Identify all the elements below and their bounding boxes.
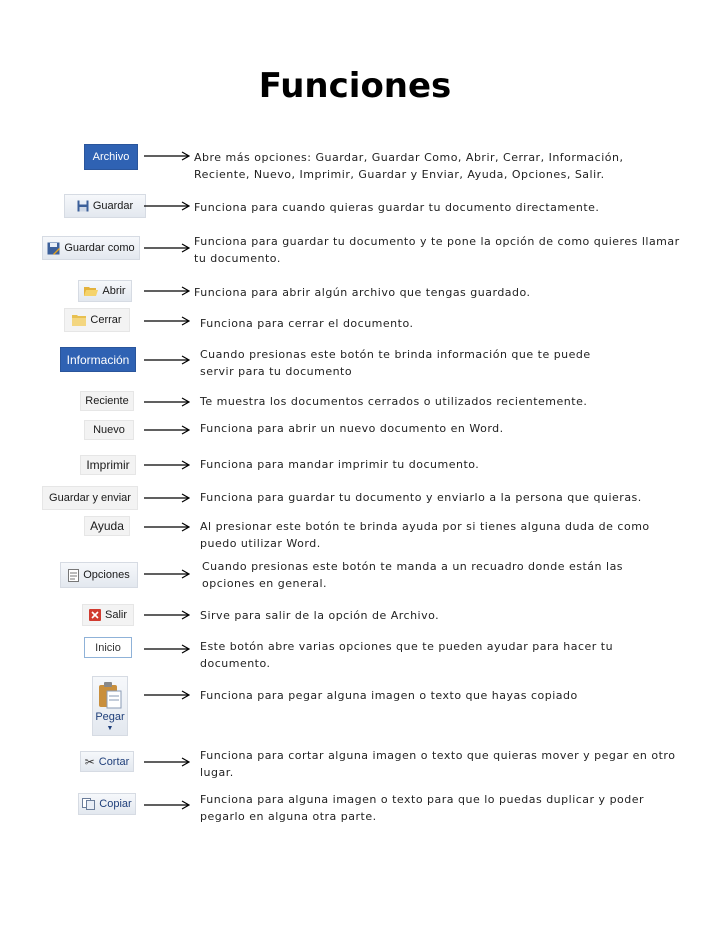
- arrow-icon: [144, 286, 190, 296]
- save-as-icon: [47, 242, 60, 255]
- archivo-button[interactable]: [84, 144, 138, 170]
- cortar-description: Funciona para cortar alguna imagen o texto que quieras mover y pegar en otro lugar.: [200, 749, 676, 779]
- inicio-tab[interactable]: [84, 637, 132, 658]
- opciones-description: Cuando presionas este botón te manda a un recuadro donde están las opciones en general.: [202, 560, 624, 590]
- salir-button[interactable]: [82, 604, 134, 626]
- informacion-label: Información: [66, 352, 130, 367]
- chevron-down-icon: ▼: [106, 724, 114, 732]
- copiar-description: Funciona para alguna imagen o texto para que lo puedas duplicar y poder pegarlo en alguna otra parte.: [200, 793, 645, 823]
- scissors-icon: ✂: [84, 754, 95, 769]
- options-document-icon: [68, 569, 79, 582]
- inicio-description: Este botón abre varias opciones que te pueden ayudar para hacer tu documento.: [200, 640, 614, 670]
- opciones-button[interactable]: [60, 562, 138, 588]
- pegar-button[interactable]: [92, 676, 128, 736]
- cortar-button[interactable]: [80, 751, 134, 772]
- arrow-icon: [144, 569, 190, 579]
- arrow-icon: [144, 493, 190, 503]
- guardar-button[interactable]: [64, 194, 146, 218]
- folder-icon: [72, 314, 86, 326]
- imprimir-label: Imprimir: [86, 458, 130, 472]
- arrow-icon: [144, 316, 190, 326]
- close-x-icon: [89, 609, 101, 621]
- ayuda-description: Al presionar este botón te brinda ayuda por si tienes alguna duda de como puedo utilizar Word.: [200, 520, 650, 550]
- copiar-label: Copiar: [99, 798, 132, 810]
- pegar-description: Funciona para pegar alguna imagen o texto que hayas copiado: [200, 689, 578, 702]
- arrow-icon: [144, 690, 190, 700]
- informacion-description: Cuando presionas este botón te brinda información que te puede servir para tu documento: [200, 348, 591, 378]
- arrow-icon: [144, 201, 190, 211]
- reciente-label: Reciente: [85, 395, 129, 407]
- nuevo-label: Nuevo: [93, 424, 125, 436]
- imprimir-button[interactable]: [80, 455, 136, 475]
- abrir-label: Abrir: [102, 285, 126, 297]
- arrow-icon: [144, 397, 190, 407]
- nuevo-button[interactable]: [84, 420, 134, 440]
- cerrar-label: Cerrar: [90, 314, 122, 326]
- abrir-description: Funciona para abrir algún archivo que tengas guardado.: [194, 286, 531, 299]
- inicio-label: Inicio: [95, 641, 121, 654]
- copy-icon: [82, 798, 95, 810]
- floppy-disk-icon: [77, 200, 89, 212]
- arrow-icon: [144, 243, 190, 253]
- guardar-como-button[interactable]: [42, 236, 140, 260]
- arrow-icon: [144, 800, 190, 810]
- arrow-icon: [144, 610, 190, 620]
- opciones-label: Opciones: [83, 569, 130, 581]
- guardar-y-enviar-description: Funciona para guardar tu documento y enviarlo a la persona que quieras.: [200, 491, 642, 504]
- guardar-y-enviar-button[interactable]: [42, 486, 138, 510]
- arrow-icon: [144, 425, 190, 435]
- guardar-como-label: Guardar como: [64, 242, 135, 254]
- arrow-icon: [144, 522, 190, 532]
- arrow-icon: [144, 460, 190, 470]
- ayuda-button[interactable]: [84, 516, 130, 536]
- guardar-label: Guardar: [92, 200, 134, 212]
- salir-description: Sirve para salir de la opción de Archivo.: [200, 609, 440, 622]
- archivo-label: Archivo: [92, 151, 130, 163]
- arrow-icon: [144, 355, 190, 365]
- reciente-description: Te muestra los documentos cerrados o utilizados recientemente.: [200, 395, 588, 408]
- cerrar-description: Funciona para cerrar el documento.: [200, 317, 414, 330]
- guardar-y-enviar-label: Guardar y enviar: [49, 492, 131, 504]
- arrow-icon: [144, 644, 190, 654]
- guardar-description: Funciona para cuando quieras guardar tu documento directamente.: [194, 201, 600, 214]
- imprimir-description: Funciona para mandar imprimir tu documento.: [200, 458, 480, 471]
- cerrar-button[interactable]: [64, 308, 130, 332]
- reciente-button[interactable]: [80, 391, 134, 411]
- guardar-como-description: Funciona para guardar tu documento y te pone la opción de como quieres llamar tu documento.: [194, 235, 680, 265]
- copiar-button[interactable]: [78, 793, 136, 815]
- informacion-button[interactable]: [60, 347, 136, 372]
- archivo-description: Abre más opciones: Guardar, Guardar Como, Abrir, Cerrar, Información, Reciente, Nuevo, Imprimir, Guardar y Enviar, Ayuda, Opciones, Salir.: [194, 151, 624, 181]
- ayuda-label: Ayuda: [90, 519, 124, 533]
- page-title: Funciones: [258, 66, 452, 106]
- clipboard-paste-icon: [98, 681, 122, 709]
- pegar-label: Pegar: [95, 710, 125, 723]
- abrir-button[interactable]: [78, 280, 132, 302]
- open-folder-icon: [84, 285, 98, 297]
- nuevo-description: Funciona para abrir un nuevo documento en Word.: [200, 422, 504, 435]
- arrow-icon: [144, 151, 190, 161]
- arrow-icon: [144, 757, 190, 767]
- salir-label: Salir: [104, 609, 127, 621]
- cortar-label: Cortar: [98, 755, 130, 768]
